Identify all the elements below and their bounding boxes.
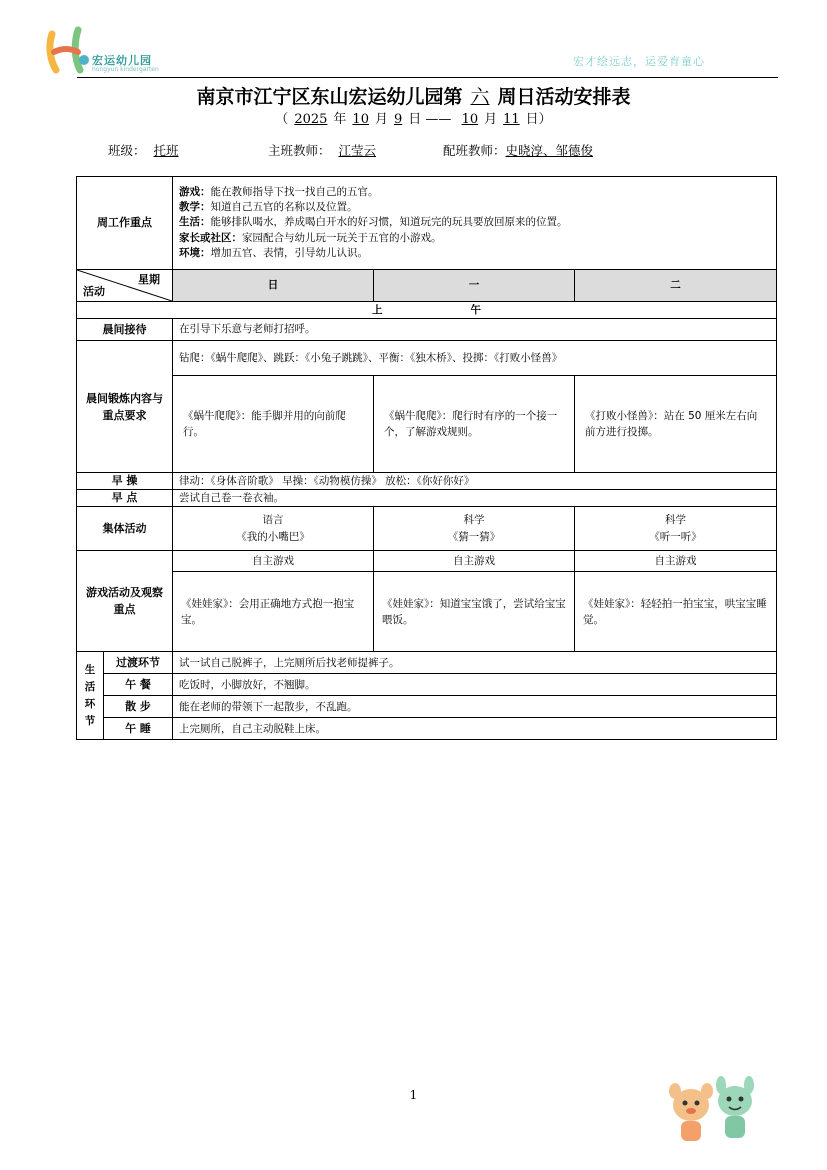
life-label-lunch: 午 餐 — [104, 674, 173, 696]
logo-subtext: hongyun kindergarten — [92, 66, 159, 73]
life-label-transition: 过渡环节 — [104, 652, 173, 674]
game-type-sun: 自主游戏 — [173, 551, 374, 572]
class-info: 班级： 托班 — [108, 143, 179, 158]
reception-text: 在引导下乐意与老师打招呼。 — [173, 319, 777, 341]
snack-label: 早 点 — [77, 490, 173, 507]
game-type-mon: 自主游戏 — [374, 551, 575, 572]
exercise-summary: 钻爬：《蜗牛爬爬》、跳跃：《小兔子跳跳》、平衡：《独木桥》、投掷：《打败小怪兽》 — [173, 341, 777, 376]
day-header-tue: 二 — [575, 270, 777, 302]
header-slogan: 宏才绘远志，运爱育童心 — [573, 55, 705, 68]
group-activity-mon: 科学 《猜一猜》 — [374, 507, 575, 551]
week-number: 六 — [470, 86, 490, 108]
life-label-nap: 午 睡 — [104, 718, 173, 740]
life-label-walk: 散 步 — [104, 696, 173, 718]
focus-content: 游戏：能在教师指导下找一找自己的五官。 教学：知道自己五官的名称以及位置。 生活：能够排队喝水，养成喝白开水的好习惯，知道玩完的玩具要放回原来的位置。 家长或社区：家园配合与幼儿玩一玩关于五官的小游戏。 环境：增加五官、表情，引导幼儿认识。 — [173, 177, 777, 270]
exercise-tue: 《打败小怪兽》：站在 50 厘米左右向前方进行投掷。 — [575, 376, 777, 473]
game-focus-mon: 《娃娃家》：知道宝宝饿了，尝试给宝宝喂饭。 — [374, 572, 575, 652]
game-focus-tue: 《娃娃家》：轻轻拍一拍宝宝，哄宝宝睡觉。 — [575, 572, 777, 652]
main-teacher-info: 主班教师： 江莹云 — [268, 143, 377, 158]
life-text-lunch: 吃饭时，小脚放好，不翘脚。 — [173, 674, 777, 696]
reception-label: 晨间接待 — [77, 319, 173, 341]
life-text-walk: 能在老师的带领下一起散步，不乱跑。 — [173, 696, 777, 718]
exercise-label: 晨间锻炼内容与重点要求 — [77, 341, 173, 473]
game-activity-label: 游戏活动及观察重点 — [77, 551, 173, 652]
group-activity-tue: 科学 《听一听》 — [575, 507, 777, 551]
logo-text: 宏运幼儿园 — [92, 54, 152, 67]
snack-text: 尝试自己卷一卷衣袖。 — [173, 490, 777, 507]
day-header-sun: 日 — [173, 270, 374, 302]
morning-section-header: 上 午 — [77, 302, 777, 319]
header-rule — [77, 77, 778, 78]
exercise-mon: 《蜗牛爬爬》：爬行时有序的一个接一个，了解游戏规则。 — [374, 376, 575, 473]
date-range: （ 2025 年 10 月 9 日 —— 10 月 11 日） — [275, 112, 552, 127]
group-activity-sun: 语言 《我的小嘴巴》 — [173, 507, 374, 551]
life-text-transition: 试一试自己脱裤子，上完厕所后找老师提裤子。 — [173, 652, 777, 674]
page-title: 南京市江宁区东山宏运幼儿园第 六 周日活动安排表 — [196, 86, 631, 108]
game-type-tue: 自主游戏 — [575, 551, 777, 572]
life-section-label: 生 活 环 节 — [77, 652, 104, 740]
group-activity-label: 集体活动 — [77, 507, 173, 551]
exercise-sun: 《蜗牛爬爬》：能手脚并用的向前爬行。 — [173, 376, 374, 473]
corner-header: 星期 活动 — [77, 270, 173, 302]
assist-teacher-info: 配班教师：史晓淳、邹德俊 — [443, 143, 594, 158]
schedule-table — [76, 176, 777, 740]
game-focus-sun: 《娃娃家》：会用正确地方式抱一抱宝宝。 — [173, 572, 374, 652]
life-text-nap: 上完厕所，自己主动脱鞋上床。 — [173, 718, 777, 740]
day-header-mon: 一 — [374, 270, 575, 302]
focus-label: 周工作重点 — [77, 177, 173, 270]
page-number: 1 — [409, 1088, 418, 1102]
morning-exercise-text: 律动：《身体音阶歌》 早操：《动物模仿操》 放松：《你好你好》 — [173, 473, 777, 490]
morning-exercise-label: 早 操 — [77, 473, 173, 490]
mascot-illustration — [665, 1075, 765, 1150]
